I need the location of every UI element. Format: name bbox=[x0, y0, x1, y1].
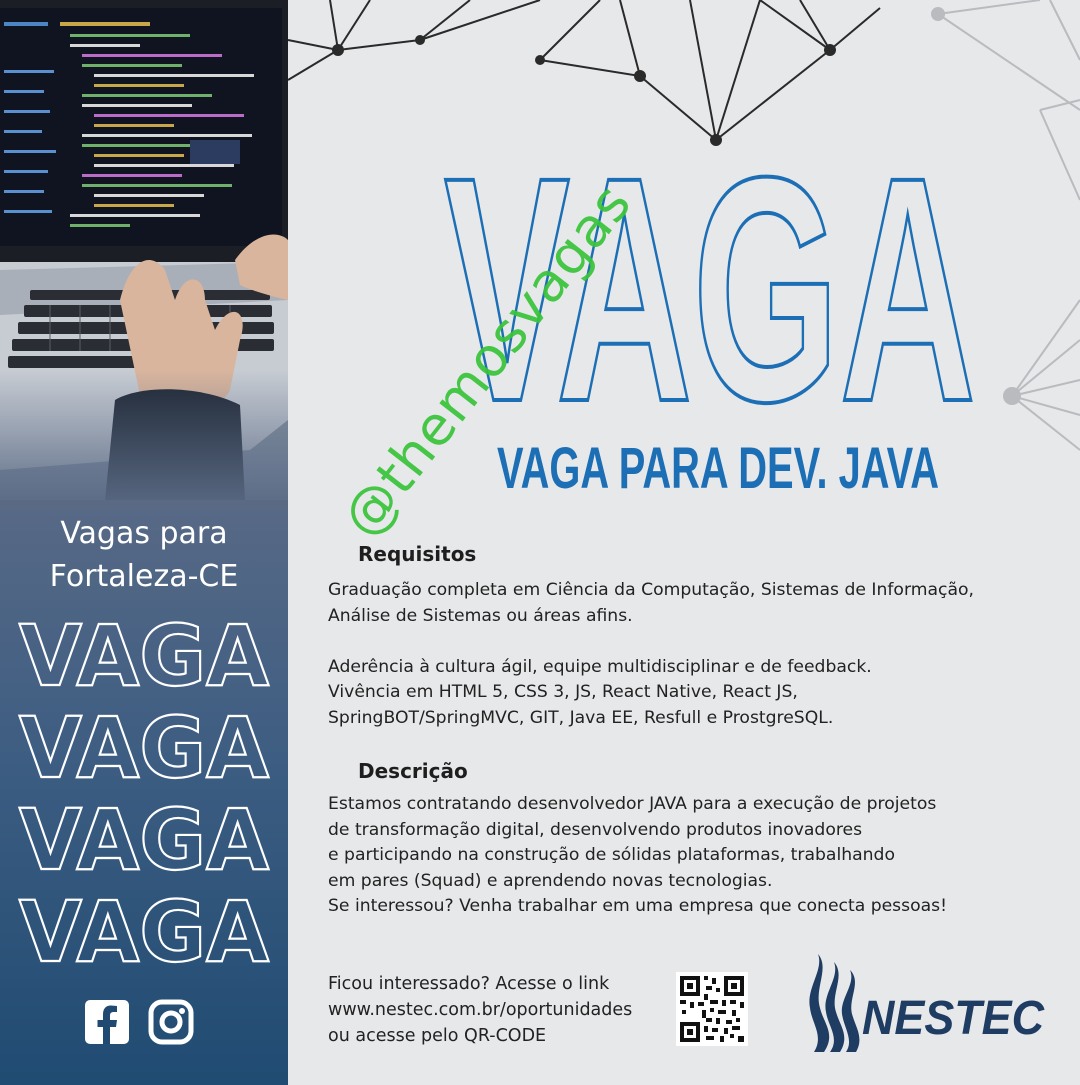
outline-word-4 bbox=[0, 883, 288, 981]
requisitos-text bbox=[328, 578, 974, 731]
requisitos-line: Análise de Sistemas ou áreas afins. bbox=[328, 605, 633, 626]
headline-subtitle bbox=[488, 436, 948, 501]
nestec-logo bbox=[800, 948, 1050, 1058]
descricao-text bbox=[328, 792, 947, 920]
instagram-icon[interactable] bbox=[148, 999, 194, 1045]
contact-link[interactable]: www.nestec.com.br/oportunidades bbox=[328, 1000, 633, 1020]
descricao-line: e participando na construção de sólidas plataformas, trabalhando bbox=[328, 845, 895, 865]
contact-line3: ou acesse pelo QR-CODE bbox=[328, 1026, 547, 1046]
svg-text:VAGA: VAGA bbox=[444, 110, 976, 468]
requisitos-line: Aderência à cultura ágil, equipe multidisciplinar e de feedback. bbox=[328, 656, 872, 677]
requisitos-line bbox=[328, 629, 974, 655]
svg-text:VAGA: VAGA bbox=[19, 791, 269, 889]
descricao-line: em pares (Squad) e aprendendo novas tecnologias. bbox=[328, 870, 773, 891]
svg-text:VAGA PARA DEV. JAVA: VAGA PARA DEV. JAVA bbox=[497, 436, 939, 501]
requisitos-heading: Requisitos bbox=[358, 542, 477, 566]
descricao-heading: Descrição bbox=[358, 759, 468, 783]
svg-text:VAGA: VAGA bbox=[19, 699, 269, 797]
outline-word-1 bbox=[0, 607, 288, 705]
contact-block bbox=[328, 971, 632, 1049]
photo-fade bbox=[0, 370, 288, 510]
nestec-logo-mark bbox=[809, 954, 859, 1052]
svg-text:VAGA: VAGA bbox=[19, 607, 269, 705]
nestec-logo-text: NESTEC bbox=[862, 992, 1046, 1045]
requisitos-line: Vivência em HTML 5, CSS 3, JS, React Native, React JS, bbox=[328, 682, 798, 702]
qr-code[interactable] bbox=[676, 972, 748, 1046]
svg-text:VAGA: VAGA bbox=[19, 883, 269, 981]
left-title-line1: Vagas para bbox=[60, 516, 228, 551]
requisitos-line: SpringBOT/SpringMVC, GIT, Java EE, Resfull e ProstgreSQL. bbox=[328, 707, 834, 728]
descricao-line: Estamos contratando desenvolvedor JAVA para a execução de projetos bbox=[328, 794, 937, 814]
descricao-line: Se interessou? Venha trabalhar em uma empresa que conecta pessoas! bbox=[328, 896, 947, 916]
outline-word-3 bbox=[0, 791, 288, 889]
requisitos-line: Graduação completa em Ciência da Computação, Sistemas de Informação, bbox=[328, 580, 974, 600]
watermark: @themosvagas bbox=[330, 171, 644, 549]
left-panel bbox=[0, 0, 288, 1085]
contact-line1: Ficou interessado? Acesse o link bbox=[328, 974, 610, 994]
left-title-line2: Fortaleza-CE bbox=[49, 559, 239, 594]
outline-word-2 bbox=[0, 699, 288, 797]
facebook-icon[interactable] bbox=[84, 999, 130, 1045]
laptop-photo bbox=[0, 0, 288, 500]
descricao-line: de transformação digital, desenvolvendo produtos inovadores bbox=[328, 819, 863, 840]
